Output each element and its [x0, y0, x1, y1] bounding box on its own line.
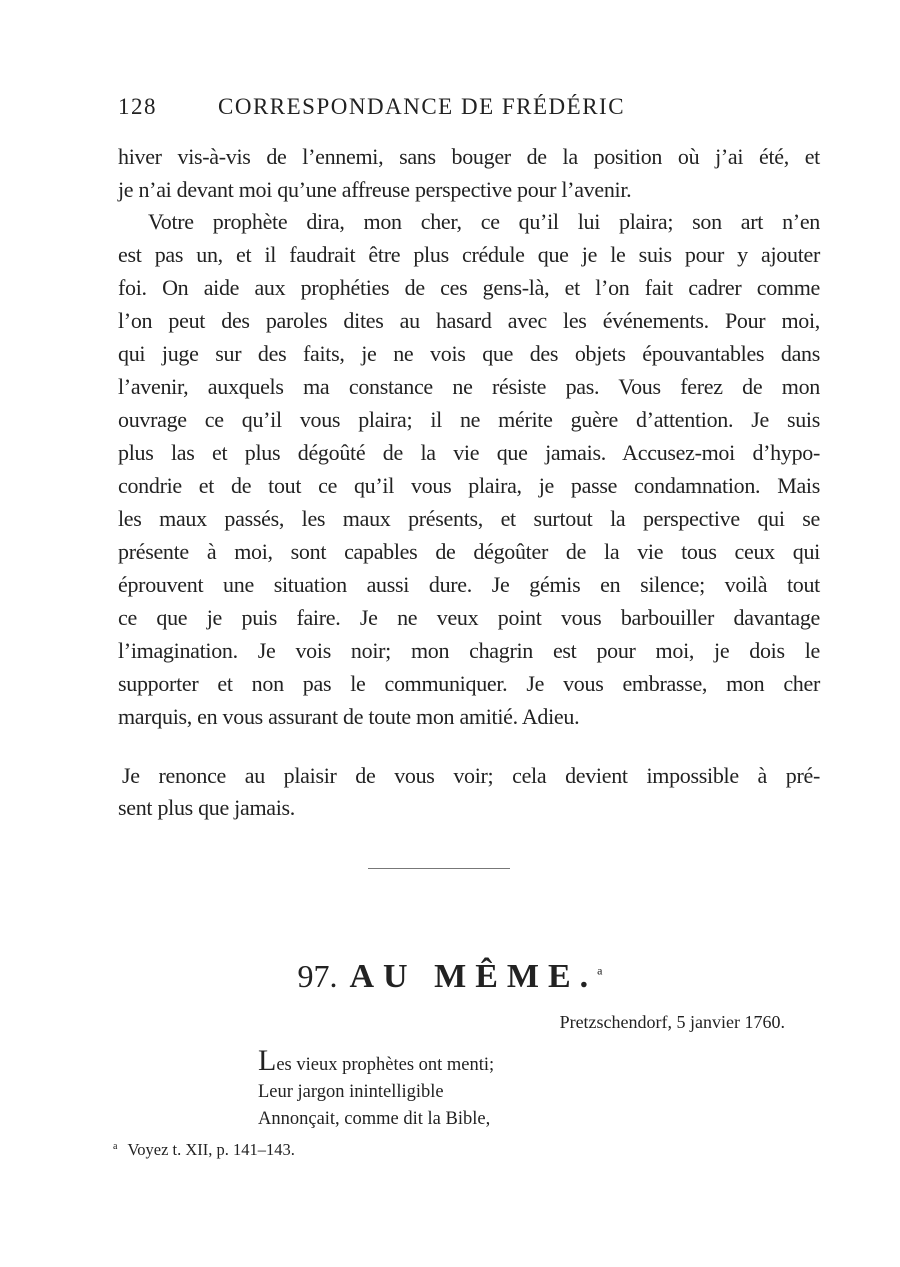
- text-line: Je renonce au plaisir de vous voir; cela devient impossible à pré-: [122, 763, 820, 788]
- text-line: supporter et non pas le communiquer. Je vous embrasse, mon cher: [118, 671, 820, 696]
- text-line: je n’ai devant moi qu’une affreuse perspective pour l’avenir.: [118, 177, 632, 202]
- letter-heading: [0, 958, 900, 996]
- drop-cap: L: [258, 1044, 277, 1077]
- text-line: ce que je puis faire. Je ne veux point vous barbouiller davantage: [118, 605, 820, 630]
- text-line: éprouvent une situation aussi dure. Je gémis en silence; voilà tout: [118, 572, 820, 597]
- text-line: qui juge sur des faits, je ne vois que des objets épouvantables dans: [118, 341, 820, 366]
- text-line: l’imagination. Je vois noir; mon chagrin est pour moi, je dois le: [118, 638, 820, 663]
- footnote-text: Voyez t. XII, p. 141–143.: [127, 1140, 295, 1159]
- text-line: l’avenir, auxquels ma constance ne résiste pas. Vous ferez de mon: [118, 374, 820, 399]
- verse-line: Leur jargon inintelligible: [258, 1082, 444, 1102]
- footnote-mark: a: [597, 963, 603, 978]
- text-line: Votre prophète dira, mon cher, ce qu’il lui plaira; son art n’en: [148, 209, 820, 234]
- text-line: est pas un, et il faudrait être plus crédule que je le suis pour y ajouter: [118, 242, 820, 267]
- letter-number: 97.: [297, 958, 338, 994]
- text-line: condrie et de tout ce qu’il vous plaira, je passe condamnation. Mais: [118, 473, 820, 498]
- section-divider: [368, 868, 510, 869]
- text-line: sent plus que jamais.: [118, 795, 296, 820]
- text-line: présente à moi, sont capables de dégoûter de la vie tous ceux qui: [118, 539, 820, 564]
- verse-line: Annonçait, comme dit la Bible,: [258, 1109, 491, 1129]
- text-line: les maux passés, les maux présents, et surtout la perspective qui se: [118, 506, 820, 531]
- text-line: l’on peut des paroles dites au hasard avec les événements. Pour moi,: [118, 308, 820, 333]
- text-line: foi. On aide aux prophéties de ces gens-là, et l’on fait cadrer comme: [118, 275, 820, 300]
- verse-text: es vieux prophètes ont menti;: [276, 1055, 495, 1075]
- footnote-mark: a: [113, 1140, 118, 1152]
- text-line: hiver vis-à-vis de l’ennemi, sans bouger de la position où j’ai été, et: [118, 144, 820, 169]
- text-line: ouvrage ce qu’il vous plaira; il ne mérite guère d’attention. Je suis: [118, 407, 820, 432]
- footnote: [113, 1140, 295, 1160]
- dateline: Pretzschendorf, 5 janvier 1760.: [559, 1012, 785, 1032]
- running-title: CORRESPONDANCE DE FRÉDÉRIC: [218, 94, 626, 119]
- verse-line: [258, 1044, 495, 1077]
- page-number: 128: [118, 94, 157, 119]
- letter-title: AU MÊME.: [349, 958, 598, 995]
- text-line: plus las et plus dégoûté de la vie que jamais. Accusez-moi d’hypo-: [118, 440, 820, 465]
- text-line: marquis, en vous assurant de toute mon amitié. Adieu.: [118, 704, 580, 729]
